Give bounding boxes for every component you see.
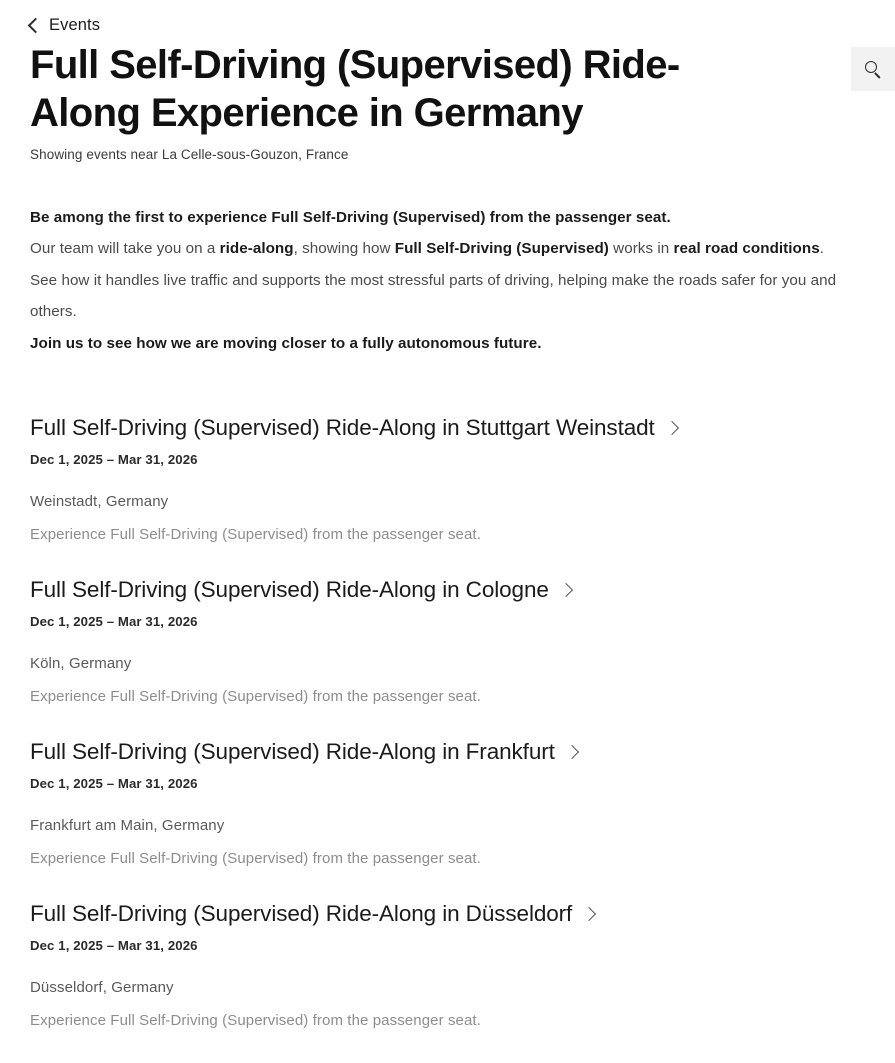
intro-text: . — [819, 240, 824, 258]
breadcrumb-label: Events — [49, 16, 101, 34]
intro-line — [30, 265, 861, 328]
breadcrumb-back-events[interactable] — [0, 0, 895, 41]
event-date: Dec 1, 2025 – Mar 31, 2026 — [30, 938, 198, 954]
chevron-right-icon[interactable] — [665, 421, 679, 435]
chevron-right-icon[interactable] — [565, 745, 579, 759]
intro-line — [30, 202, 861, 233]
intro-text: works in — [608, 240, 674, 258]
list-item[interactable] — [30, 577, 865, 739]
intro-emphasis: Join us to see how we are moving closer to a fully autonomous future. — [30, 334, 542, 352]
event-description: Experience Full Self-Driving (Supervised) from the passenger seat. — [30, 688, 481, 706]
list-item[interactable] — [30, 901, 865, 1063]
intro-emphasis: Full Self-Driving (Supervised) — [394, 240, 609, 258]
event-title-row[interactable] — [30, 739, 865, 765]
list-item[interactable] — [30, 415, 865, 577]
event-title-row[interactable] — [30, 415, 865, 441]
event-location: Frankfurt am Main, Germany — [30, 817, 225, 835]
intro-line — [30, 328, 861, 359]
event-location: Köln, Germany — [30, 655, 132, 673]
event-title[interactable]: Full Self-Driving (Supervised) Ride-Along in Düsseldorf — [30, 901, 573, 927]
search-button[interactable] — [851, 47, 895, 91]
event-date: Dec 1, 2025 – Mar 31, 2026 — [30, 776, 198, 792]
event-date: Dec 1, 2025 – Mar 31, 2026 — [30, 452, 198, 468]
intro-text: See how it handles live traffic and supports the most stressful parts of driving, helping make the roads safer for you and others. — [30, 271, 837, 321]
event-list — [0, 359, 895, 1063]
event-title-row[interactable] — [30, 577, 865, 603]
event-location: Düsseldorf, Germany — [30, 979, 174, 997]
intro-emphasis: ride-along — [219, 240, 294, 258]
chevron-left-icon — [28, 17, 44, 33]
page-title: Full Self-Driving (Supervised) Ride-Along Experience in Germany — [30, 43, 680, 135]
event-title[interactable]: Full Self-Driving (Supervised) Ride-Along in Stuttgart Weinstadt — [30, 415, 655, 441]
intro-text: Our team will take you on a — [30, 240, 220, 258]
chevron-right-icon[interactable] — [559, 583, 573, 597]
intro-emphasis: real road conditions — [673, 240, 820, 258]
event-title[interactable]: Full Self-Driving (Supervised) Ride-Along in Frankfurt — [30, 739, 555, 765]
intro-emphasis: Be among the first to experience Full Self-Driving (Supervised) from the passenger seat. — [30, 209, 671, 226]
event-title-row[interactable] — [30, 901, 865, 927]
intro-text: , showing how — [293, 240, 395, 258]
chevron-right-icon[interactable] — [582, 907, 596, 921]
intro-paragraph — [0, 162, 895, 359]
page-header — [0, 41, 895, 162]
event-description: Experience Full Self-Driving (Supervised) from the passenger seat. — [30, 850, 481, 868]
search-icon — [865, 61, 881, 77]
list-item[interactable] — [30, 739, 865, 901]
event-description: Experience Full Self-Driving (Supervised) from the passenger seat. — [30, 526, 481, 544]
event-date: Dec 1, 2025 – Mar 31, 2026 — [30, 614, 198, 630]
page-subtitle: Showing events near La Celle-sous-Gouzon, France — [30, 147, 349, 162]
event-location: Weinstadt, Germany — [30, 493, 169, 511]
event-description: Experience Full Self-Driving (Supervised) from the passenger seat. — [30, 1012, 481, 1030]
event-title[interactable]: Full Self-Driving (Supervised) Ride-Along in Cologne — [30, 577, 549, 603]
intro-line — [30, 233, 861, 264]
